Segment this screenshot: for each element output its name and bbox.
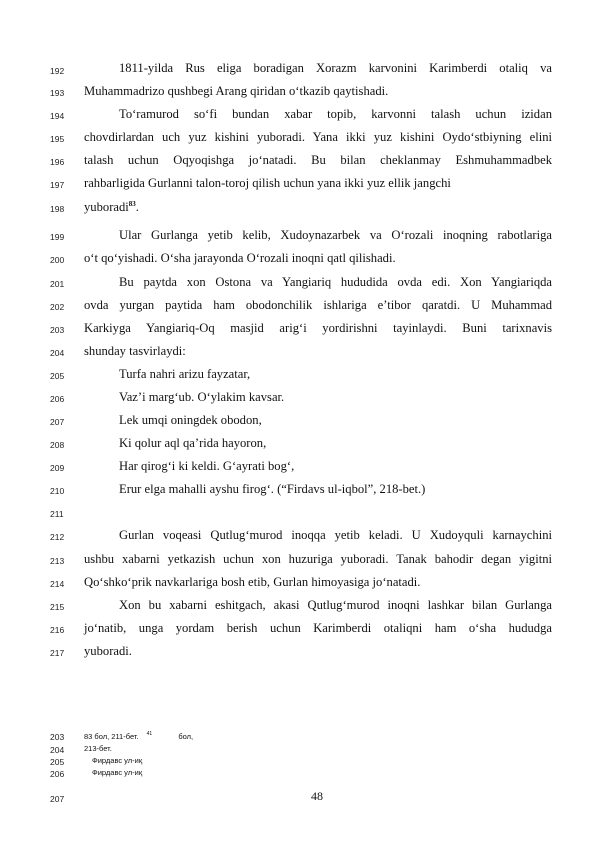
text-line: 1811-yilda Rus eliga boradigan Xorazm karvonini Karimberdi otaliq va: [119, 61, 552, 75]
line-number: 197: [50, 180, 65, 190]
text-fragment: yuboradi: [84, 200, 129, 214]
text-line: yuboradi$^{83}$.: [84, 199, 139, 214]
page-number: 48: [311, 789, 323, 803]
footnote-reference[interactable]: 83: [128, 199, 136, 208]
text-line: ushbu xabarni yetkazish uchun xon huzuriga yuboradi. Tanak bahodir degan yigitni: [84, 552, 552, 566]
text-line: Muhammadrizo qushbegi Arang qiridan o‘tkazib qaytishadi.: [84, 84, 389, 98]
verse-line: Ki qolur aql qa’rida hayoron,: [119, 436, 267, 450]
verse-line: Har qirog‘i ki keldi. G‘ayrati bog‘,: [119, 459, 295, 473]
footnote-line: 213-бет.: [84, 744, 112, 753]
line-number: 216: [50, 625, 65, 635]
line-number: 196: [50, 157, 65, 167]
line-number: 202: [50, 302, 65, 312]
line-number: 194: [50, 111, 65, 121]
footnote-line-number: 204: [50, 745, 65, 755]
text-line: talash uchun Oqyoqishga jo‘natadi. Bu bilan cheklanmay Eshmuhammadbek: [84, 153, 552, 167]
footnote-text: бол,: [178, 732, 194, 741]
footnote-line-number: 203: [50, 732, 65, 742]
text-line: yuboradi.: [84, 644, 132, 658]
footnote-line-number: 207: [50, 794, 65, 804]
line-number: 198: [50, 204, 65, 214]
verse-line: Erur elga mahalli ayshu firog‘. (“Firdavs ul-iqbol”, 218-bet.): [119, 482, 426, 496]
line-number: 195: [50, 134, 65, 144]
line-number: 211: [50, 509, 64, 519]
line-number: 207: [50, 417, 65, 427]
footnote-line: Фирдавс ул-иқ: [92, 768, 143, 777]
text-line: Bu paytda xon Ostona va Yangiariq hududida ovda edi. Xon Yangiariqda: [119, 275, 552, 289]
text-line: Ular Gurlanga yetib kelib, Xudoynazarbek va O‘rozali inoqning rabotlariga: [119, 228, 552, 242]
line-number: 201: [50, 279, 65, 289]
line-number: 217: [50, 648, 65, 658]
footnote-line-number: 206: [50, 769, 65, 779]
line-number: 210: [50, 486, 65, 496]
verse-line: Vaz’i marg‘ub. O‘ylakim kavsar.: [119, 390, 285, 404]
line-number: 209: [50, 463, 65, 473]
text-line: rahbarligida Gurlanni talon-toroj qilish uchun yana ikki yuz ellik jangchi: [84, 176, 451, 190]
line-number: 215: [50, 602, 65, 612]
line-number: 199: [50, 232, 65, 242]
text-line: shunday tasvirlaydi:: [84, 344, 186, 358]
line-number: 214: [50, 579, 65, 589]
line-number: 200: [50, 255, 65, 265]
line-number: 212: [50, 532, 65, 542]
text-line: chovdirlardan uch yuz kishini yuboradi. Yana ikki yuz kishini Oydo‘stbiyning elini: [84, 130, 552, 144]
line-number: 192: [50, 66, 65, 76]
line-number: 205: [50, 371, 65, 381]
footnote-superscript: 41: [146, 731, 153, 737]
text-line: Xon bu xabarni eshitgach, akasi Qutlug‘murod inoqni lashkar bilan Gurlanga: [119, 598, 552, 612]
line-number: 208: [50, 440, 65, 450]
footnote-line-number: 205: [50, 757, 65, 767]
verse-line: Turfa nahri arizu fayzatar,: [119, 367, 251, 381]
text-line: jo‘natib, unga yordam berish uchun Karimberdi otaliqni ham o‘sha hududga: [84, 621, 552, 635]
text-line: To‘ramurod so‘fi bundan xabar topib, karvonni talash uchun izidan: [119, 107, 552, 121]
text-line: Qo‘shko‘prik navkarlariga bosh etib, Gurlan himoyasiga jo‘natadi.: [84, 575, 421, 589]
line-number: 206: [50, 394, 65, 404]
footnote-line: [84, 731, 193, 741]
footnote-text: 83 бол, 211-бет.: [84, 732, 139, 741]
text-line: o‘t qo‘yishadi. O‘sha jarayonda O‘rozali inoqni qatl qilishadi.: [84, 251, 396, 265]
line-number: 203: [50, 325, 65, 335]
verse-line: Lek umqi oningdek obodon,: [119, 413, 262, 427]
line-number: 193: [50, 88, 65, 98]
footnote-line: Фирдавс ул-иқ: [92, 756, 143, 765]
text-line: Gurlan voqeasi Qutlug‘murod inoqqa yetib keladi. U Xudoyquli karnaychini: [119, 528, 552, 542]
line-number: 204: [50, 348, 65, 358]
line-number: 213: [50, 556, 65, 566]
text-line: Karkiyga Yangiariq-Oq masjid arig‘i yordirishni tayinlaydi. Buni tarixnavis: [84, 321, 552, 335]
text-line: ovda yurgan paytida ham obodonchilik ishlariga e’tibor qaratdi. U Muhammad: [84, 298, 552, 312]
